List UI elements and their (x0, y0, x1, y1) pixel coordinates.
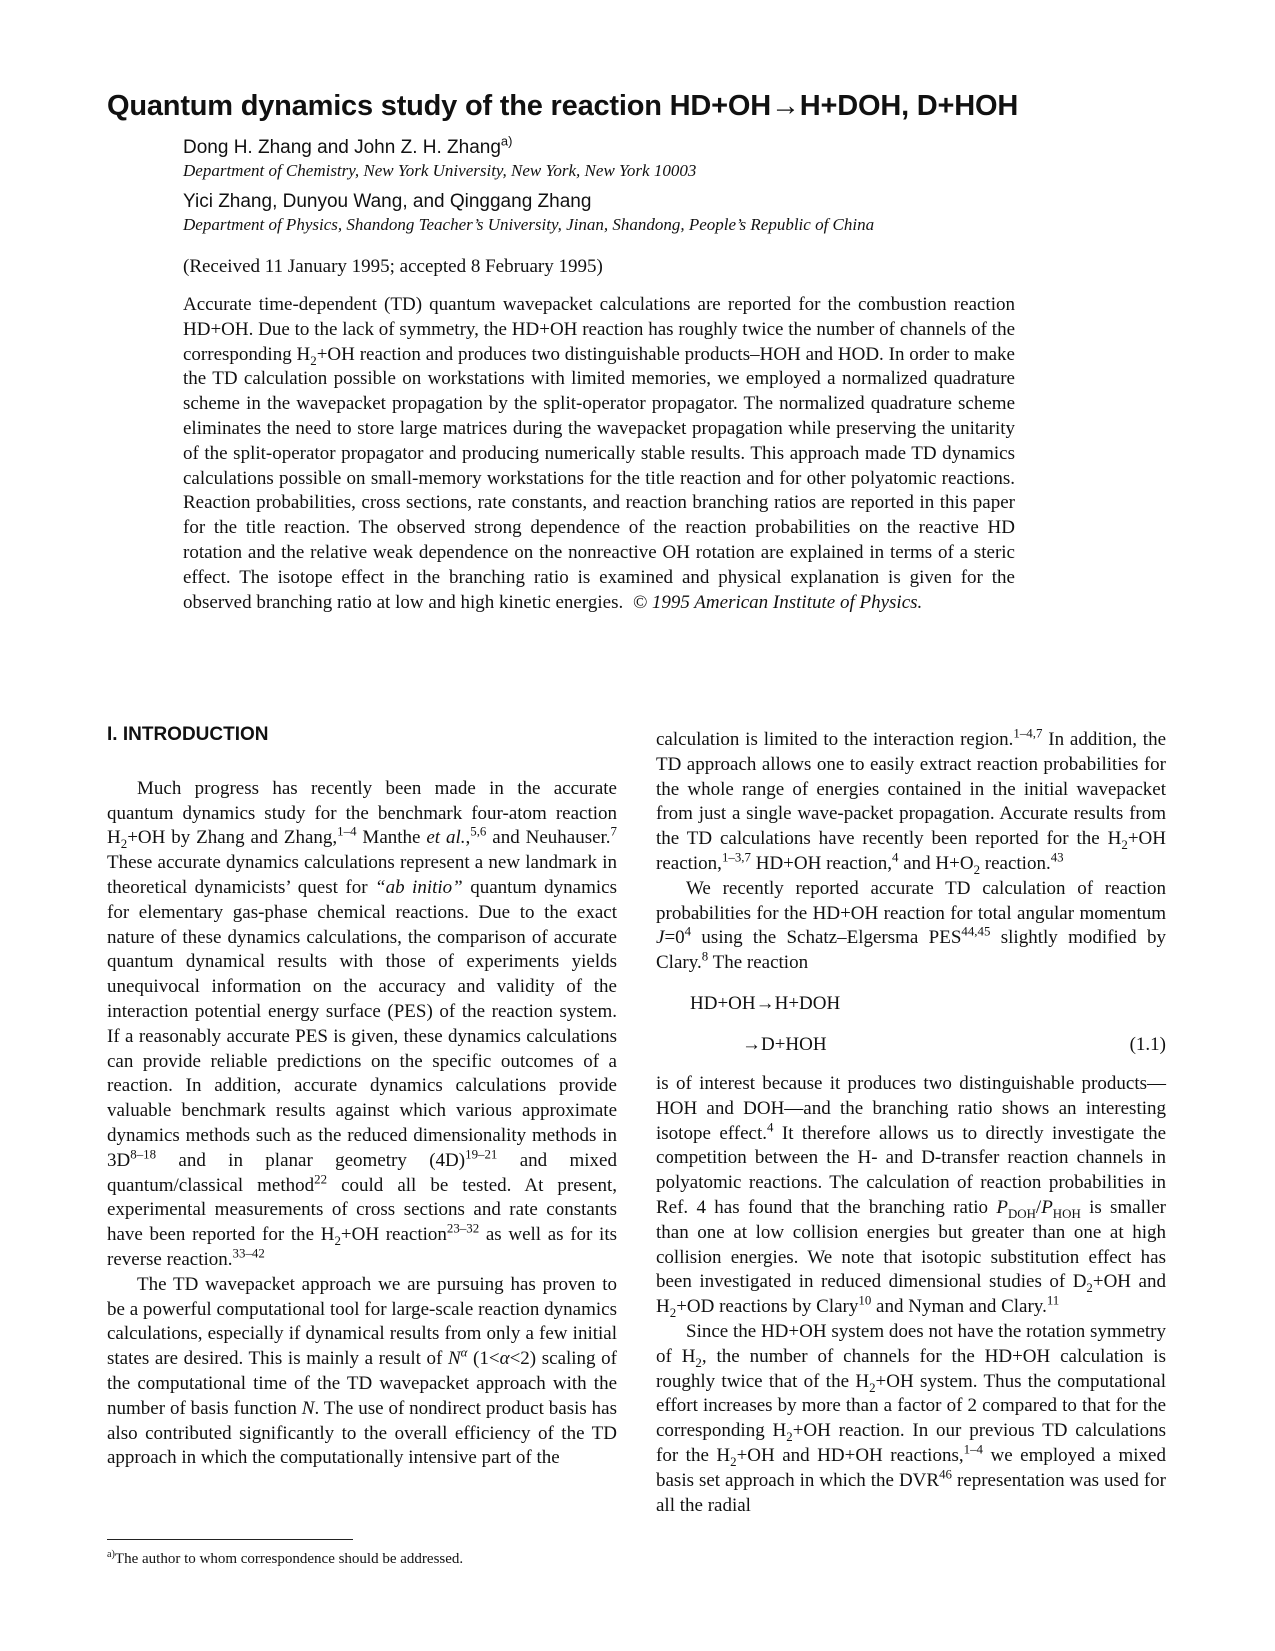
equation-line-2: →D+HOH (742, 1033, 827, 1055)
received-dates: (Received 11 January 1995; accepted 8 February 1995) (183, 256, 603, 277)
authors-1-names: Dong H. Zhang and John Z. H. Zhang (183, 137, 501, 158)
abstract-copyright: © 1995 American Institute of Physics. (632, 591, 923, 613)
abstract (183, 293, 1015, 615)
intro-paragraph-2: The TD wavepacket approach we are pursuing has proven to be a powerful computational tool for large-scale reaction dynamics calculations, especially if dynamical results from only a few initial states are desired. This is mainly a result of $N^\alpha$ (1<α<2) scaling of the computational time of the TD wavepacket approach with the number of basis function N. The use of nondirect product basis has also contributed significantly to the overall efficiency of the TD approach in which the computationally intensive part of the (107, 1273, 618, 1469)
footnote (107, 1551, 627, 1568)
intro-paragraph-2-continued: calculation is limited to the interaction region.$^{1-4,7}$ In addition, the TD approach allows one to easily extract reaction probabilities for the whole range of energies contained in the initial wavepacket from just a single wave-packet propagation. Accurate results from the TD calculations have recently been reported for the $H_2+OH$ reaction,$^{1-3,7}$ HD+OH reaction,$^4$ and $H+O_2$ reaction.$^{43}$ (656, 725, 1167, 877)
authors-line-1 (183, 133, 1083, 159)
paper-title: Quantum dynamics study of the reaction HD+OH→H+DOH, D+HOH (107, 90, 1019, 122)
equation-line-1: HD+OH→H+DOH (690, 992, 841, 1014)
authors-line-2: Yici Zhang, Dunyou Wang, and Qinggang Zhang (183, 191, 592, 212)
affiliation-1: Department of Chemistry, New York University, New York, New York 10003 (183, 161, 697, 180)
left-column (107, 723, 617, 1471)
intro-paragraph-3: We recently reported accurate TD calculation of reaction probabilities for the HD+OH reaction for total angular momentum $J=0^4$ using the Schatz–Elgersma PES$^{44,45}$ slightly modified by Clary.$^8$ The reaction (656, 877, 1166, 974)
footnote-separator (107, 1539, 353, 1540)
abstract-subscript: 2 (310, 352, 317, 368)
abstract-text-2: +OH reaction and produces two distinguishable products–HOH and HOD. In order to make the TD calculation possible on workstations with limited memories, we employed a normalized quadrature scheme in the wavepacket propagation by the split-operator propagator. The normalized quadrature scheme eliminates the need to store large matrices during the wavepacket propagation while preserving the unitarity of the split-operator propagator and producing numerically stable results. This approach made TD dynamics calculations possible on small-memory workstations for the title reaction and for other polyatomic reactions. Reaction probabilities, cross sections, rate constants, and reaction branching ratios are reported in this paper for the title reaction. The observed strong dependence of the reaction probabilities on the reactive HD rotation and the relative weak dependence on the nonreactive OH rotation are explained in terms of a steric effect. The isotope effect in the branching ratio is examined and physical explanation is given for the observed branching ratio at low and high kinetic energies. (183, 343, 1015, 613)
affiliation-2: Department of Physics, Shandong Teacher’s University, Jinan, Shandong, People’s Republic of China (183, 215, 875, 234)
footnote-text: The author to whom correspondence should be addressed. (114, 1551, 464, 1567)
intro-paragraph-4: Since the HD+OH system does not have the rotation symmetry of $H_2$, the number of channels for the HD+OH calculation is roughly twice that of the $H_2+OH$ system. Thus the computational effort increases by more than a factor of 2 compared to that for the corresponding $H_2+OH$ reaction. In our previous TD calculations for the $H_2+OH$ and HD+OH reactions,$^{1-4}$ we employed a mixed basis set approach in which the DVR$^{46}$ representation was used for all the radial (656, 1320, 1167, 1516)
intro-paragraph-1: Much progress has recently been made in the accurate quantum dynamics study for the benchmark four-atom reaction $H_2+OH$ by Zhang and Zhang,$^{1-4}$ Manthe et al.,$^{5,6}$ and Neuhauser.$^7$ These accurate dynamics calculations represent a new landmark in theoretical dynamicists’ quest for “ab initio” quantum dynamics for elementary gas-phase chemical reactions. Due to the exact nature of these dynamics calculations, the comparison of accurate quantum dynamical results with those of experiments yields unequivocal information on the accuracy and validity of the interaction potential energy surface (PES) of the reaction system. If a reasonably accurate PES is given, these dynamics calculations can provide reliable predictions on the specific outcomes of a reaction. In addition, accurate dynamics calculations provide valuable benchmark results against which various approximate dynamics methods such as the reduced dimensionality methods in $3D^{8-18}$ and in planar geometry $(4D)^{19-21}$ and mixed quantum/classical method$^{22}$ could all be tested. At present, experimental measurements of cross sections and rate constants have been reported for the $H_2+OH$ reaction$^{23-32}$ as well as for its reverse reaction.$^{33-42}$ (107, 777, 618, 1270)
intro-paragraph-3-continued: is of interest because it produces two distinguishable products—HOH and DOH—and the branching ratio shows an interesting isotope effect.$^4$ It therefore allows us to directly investigate the competition between the H- and D-transfer reaction channels in polyatomic reactions. The calculation of reaction probabilities in Ref. 4 has found that the branching ratio $P_{DOH}/P_{HOH}$ is smaller than one at low collision energies but greater than one at high collision energies. We note that isotopic substitution effect has been investigated in reduced dimensional studies of $D_2+OH$ and $H_2+OD$ reactions by Clary$^{10}$ and Nyman and Clary.$^{11}$ (656, 1072, 1167, 1320)
equation-1-1 (656, 984, 1166, 1068)
authors-1-footnote-mark: a) (500, 133, 513, 149)
right-column (656, 725, 1167, 1518)
abstract-text-1: Accurate time-dependent (TD) quantum wavepacket calculations are reported for the combustion reaction HD+OH. Due to the lack of symmetry, the HD+OH reaction has roughly twice the number of channels of the corresponding H (183, 294, 1015, 365)
section-heading: I. INTRODUCTION (107, 724, 269, 745)
equation-number: (1.1) (1129, 1033, 1166, 1055)
footnote-mark: a) (107, 1549, 115, 1560)
